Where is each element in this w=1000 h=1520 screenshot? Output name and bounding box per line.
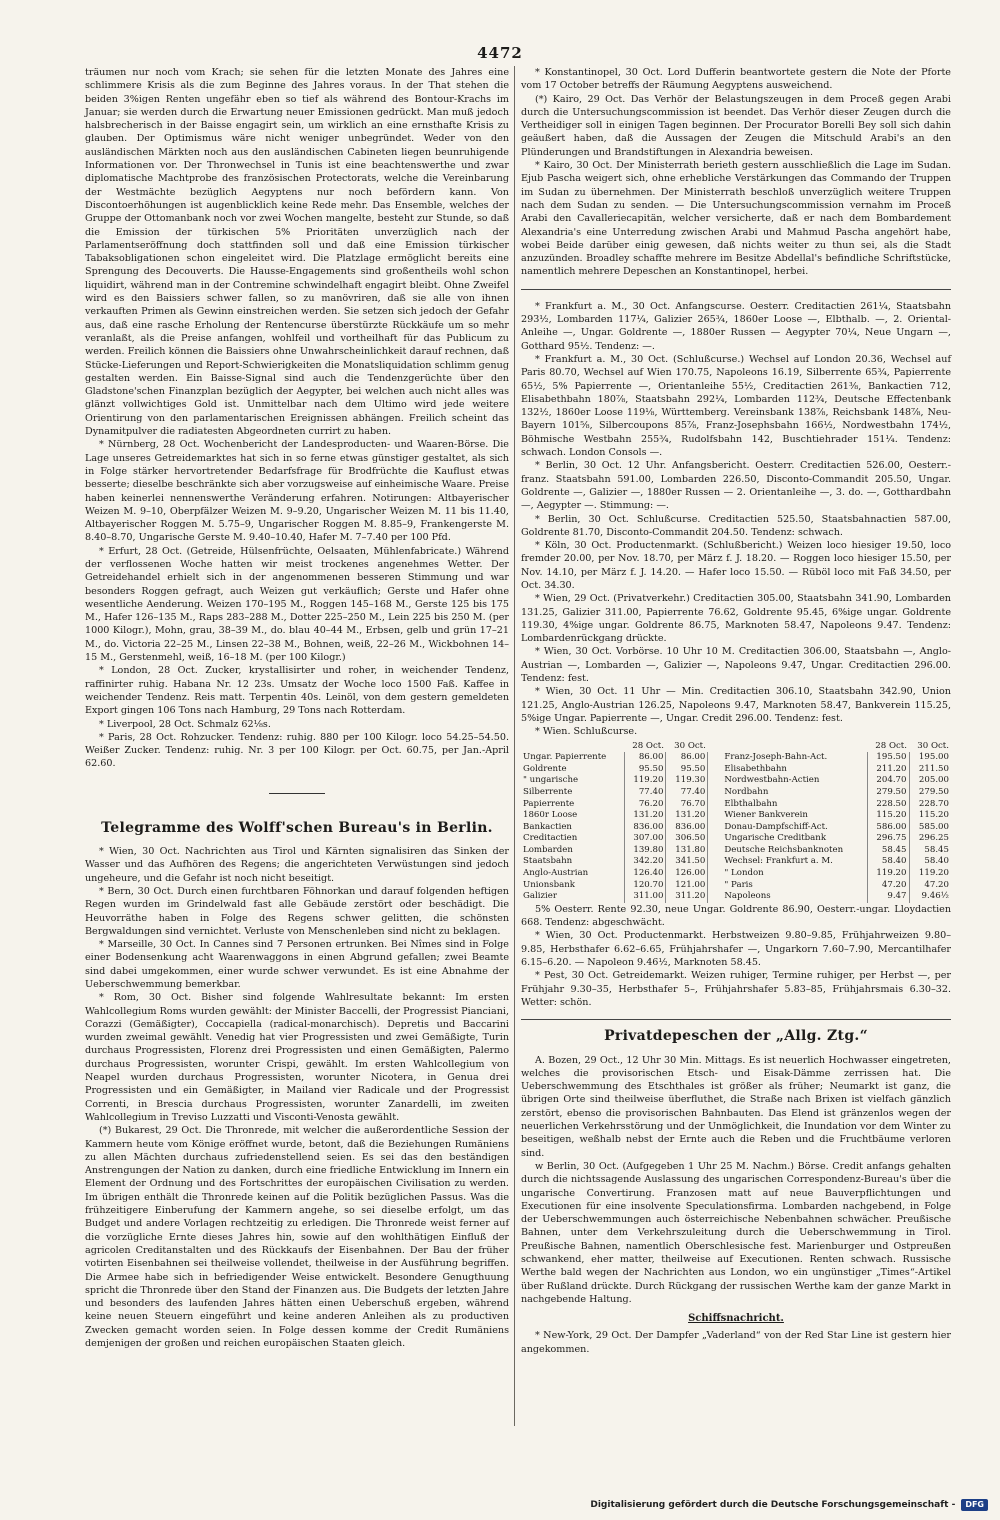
page-number: 4472 (477, 44, 523, 62)
quote-security-name: Silberrente (523, 786, 573, 797)
quote-row (521, 833, 951, 845)
quote-row (521, 752, 951, 764)
quote-security-name: Deutsche Reichsbanknoten (724, 844, 844, 855)
quote-security-name: Ungarische Creditbank (724, 833, 827, 844)
market-paragraph: * Berlin, 30 Oct. Schlußcurse. Creditactien 525.50, Staatsbahnactien 587.00, Goldrente 81.70, Disconto-Commandit 204.50. Tendenz: schwach. (521, 513, 951, 538)
quote-value: 58.45 (867, 845, 909, 857)
ship-section-title: Schiffsnachricht. (688, 1313, 784, 1325)
quote-value: 76.20 (624, 799, 666, 811)
quote-security-name: Lombarden (523, 844, 573, 855)
quote-value: 119.20 (624, 775, 666, 787)
quote-security-name: " London (724, 868, 764, 879)
quote-security-name: Elbthalbahn (724, 798, 778, 809)
telegram-paragraph: * Rom, 30 Oct. Bisher sind folgende Wahlresultate bekannt: Im ersten Wahlcollegium Roms wurden gewählt: der Minister Baccelli, der Progressist Pianciani, Corazzi (Gemäßigter), Coccapiella (radical-monarchisch). Depretis und Baccarini wurden zweimal gewählt. Venedig hat vier Progressisten und zwei Gemäßigte, Turin durchaus Progressisten, Florenz drei Progressisten und einen Gemäßigten, Palermo durchaus Progressisten, worunter Crispi, gewählt. Im ersten Wahlcollegium von Neapel wurden durchaus Progressisten, worunter Nicotera, in Genua drei Progressisten und ein Gemäßigter, in Mailand vier Radicale und der Progressist Correnti, in Brescia durchaus Progressisten, worunter Zanardelli, im zweiten Wahlcollegium in Treviso Luzzatti und Visconti-Venosta gewählt. (85, 992, 509, 1123)
quote-security-name: Creditactien (523, 833, 578, 844)
digitization-footer (590, 1499, 988, 1511)
quote-value: 47.20 (909, 880, 951, 892)
quote-gap (708, 822, 723, 834)
quote-security-name: Nordbahn (724, 786, 769, 797)
market-paragraph: * Wien, 30 Oct. 11 Uhr — Min. Creditactien 306.10, Staatsbahn 342.90, Union 121.25, Anglo-Austrian 126.25, Napoleons 9.47, Marknoten 58.47, Bankverein 115.25, 5%ige Ungar. Papierrente —, Ungar. Credit 296.00. Tendenz: fest. (521, 686, 951, 724)
quote-value: 58.40 (867, 856, 909, 868)
quote-security-name: Galizier (523, 891, 557, 902)
quote-gap (708, 891, 723, 903)
quote-value: 585.00 (909, 822, 951, 834)
telegram-paragraph: * Marseille, 30 Oct. In Cannes sind 7 Personen ertrunken. Bei Nîmes sind in Folge einer Bodensenkung acht Waarenwaggons in einen Abgrund gefallen; zwei Beamte sind dabei umgekommen, einer wurde schwer verwundet. Es ist eine Abnahme der Ueberschwemmung bemerkbar. (85, 939, 509, 990)
quote-value: 121.00 (666, 880, 708, 892)
market-paragraph: * Wien, 30 Oct. Productenmarkt. Herbstweizen 9.80–9.85, Frühjahrweizen 9.80–9.85, Herbsthafer 6.62–6.65, Frühjahrshafer —, Ungarkorn 7.60–7.90, Mercantilhafer 6.15–6.20. — Napoleon 9.46½, Marknoten 58.45. (521, 930, 951, 969)
quote-security-name: Goldrente (523, 763, 567, 774)
quote-value: 279.50 (909, 787, 951, 799)
quotes-table (521, 741, 951, 903)
quote-gap (708, 868, 723, 880)
quote-value: 139.80 (624, 845, 666, 857)
quote-value: 95.50 (666, 764, 708, 776)
quote-row (521, 810, 951, 822)
quote-row (521, 845, 951, 857)
market-paragraph: * Wien, 30 Oct. Vorbörse. 10 Uhr 10 M. Creditactien 306.00, Staatsbahn —, Anglo-Austrian —, Lombarden —, Galizier —, Napoleons 9.47, Ungar. Creditactien 296.00. Tendenz: fest. (521, 646, 951, 685)
quote-row (521, 799, 951, 811)
quote-row (521, 787, 951, 799)
quote-security-name: Staatsbahn (523, 856, 573, 867)
quote-gap (708, 764, 723, 776)
quote-value: 211.20 (867, 764, 909, 776)
quote-gap (708, 810, 723, 822)
ship-paragraph: * New-York, 29 Oct. Der Dampfer „Vaderland“ von der Red Star Line ist gestern hier angekommen. (521, 1330, 951, 1355)
quotes-header-row (521, 741, 951, 753)
quote-security-name: Anglo-Austrian (523, 868, 589, 879)
telegram-paragraph: (*) Bukarest, 29 Oct. Die Thronrede, mit welcher die außerordentliche Session der Kammern heute vom Könige eröffnet wurde, betont, daß die Beziehungen Rumäniens zu allen Mächten durchaus zufriedenstellend seien. Es sei das den beständigen Anstrengungen der Nation zu danken, durch eine friedliche Entwicklung im Innern ein Element der Ordnung und des Fortschrittes der europäischen Civilisation zu werden. Im übrigen enthält die Thronrede keinen auf die Politik bezüglichen Passus. Was die frühzeitigere Einberufung der Kammern angehe, so sei dieselbe erfolgt, um das Budget und andere Vorlagen rechtzeitig zu erledigen. Die Thronrede weist ferner auf die vorzügliche Ernte dieses Jahres hin, sowie auf den wohlthätigen Einfluß der agricolen Creditanstalten und des Rückkaufs der Eisenbahnen. Der Bau der früher votirten Eisenbahnen sei theilweise vollendet, theilweise in der Ausführung begriffen. Die Armee habe sich in befriedigender Weise entwickelt. Besondere Genugthuung spricht die Thronrede über den Stand der Finanzen aus. Die Budgets der letzten Jahre und besonders des laufenden Jahres hätten einen Ueberschuß ergeben, während keine neuen Steuern eingeführt und keine anderen Anleihen als zu productiven Zwecken gemacht worden seien. In Folge dessen komme der Credit Rumäniens demjenigen der großen und reichen europäischen Staaten gleich. (85, 1125, 509, 1350)
article-paragraph: * Paris, 28 Oct. Rohzucker. Tendenz: ruhig. 880 per 100 Kilogr. loco 54.25–54.50. Weißer Zucker. Tendenz: ruhig. Nr. 3 per 100 Kilogr. per Oct. 60.75, per Jan.-April 62.60. (85, 731, 509, 770)
quote-gap (708, 833, 723, 845)
quote-value: 9.47 (867, 891, 909, 903)
quote-row (521, 868, 951, 880)
quote-security-name: Ungar. Papierrente (523, 752, 607, 763)
quote-value: 131.20 (666, 810, 708, 822)
private-section-title: Privatdepeschen der „Allg. Ztg.“ (604, 1028, 868, 1045)
quote-value: 296.25 (909, 833, 951, 845)
quote-value: 115.20 (909, 810, 951, 822)
market-paragraph: 5% Oesterr. Rente 92.30, neue Ungar. Goldrente 86.90, Oesterr.-ungar. Lloydactien 668. Tendenz: abgeschwächt. (521, 903, 951, 929)
quote-value: 228.50 (867, 799, 909, 811)
quote-row (521, 856, 951, 868)
quote-value: 58.45 (909, 845, 951, 857)
article-paragraph: * Erfurt, 28 Oct. (Getreide, Hülsenfrüchte, Oelsaaten, Mühlenfabricate.) Während der verflossenen Woche hatten wir meist trockenes angenehmes Wetter. Der Getreidehandel erhielt sich in der angenommenen besseren Stimmung und war besonders Roggen gefragt, auch Weizen gut verkäuflich; Gerste und Hafer ohne wesentliche Aenderung. Weizen 170–195 M., Roggen 145–168 M., Gerste 125 bis 175 M., Hafer 126–135 M., Raps 283–288 M., Dotter 225–250 M., Lein 225 bis 250 M. (per 1000 Kilogr.), Mohn, grau, 38–39 M., do. blau 40–44 M., Erbsen, gelb und grün 17–21 M., do. Victoria 22–25 M., Linsen 22–38 M., Bohnen, weiß, 22–26 M., Wickbohnen 14–15 M., Gerstenmehl, weiß, 16–18 M. (per 100 Kilogr.) (85, 545, 509, 664)
private-paragraph: A. Bozen, 29 Oct., 12 Uhr 30 Min. Mittags. Es ist neuerlich Hochwasser eingetreten, welches die provisorischen Etsch- und Eisak-Dämme zerrissen hat. Die Ueberschwemmung des Etschthales ist größer als früher; Neumarkt ist ganz, die übrigen Orte sind theilweise überfluthet, die Straße nach Brixen ist vielfach gänzlich zerstört, ebenso die provisorischen Bahnbauten. Das Elend ist gränzenlos wegen der neuerlichen Verkehrsstörung und der Unmöglichkeit, die Inundation vor dem Winter zu beseitigen, weßhalb nebst der Ernte auch die Reben und die Fruchtbäume verloren sind. (521, 1054, 951, 1159)
quote-security-name: Nordwestbahn-Actien (724, 775, 820, 786)
quote-value: 296.75 (867, 833, 909, 845)
footer-text: Digitalisierung gefördert durch die Deutsche Forschungsgemeinschaft - (590, 1500, 956, 1510)
quote-value: 205.00 (909, 775, 951, 787)
quote-value: 311.00 (624, 891, 666, 903)
telegram-paragraph: * Wien, 30 Oct. Nachrichten aus Tirol und Kärnten signalisiren das Sinken der Wasser und das Aufhören des Regens; die angerichteten Verwüstungen sind jedoch ungeheure, und die Gefahr ist noch nicht beseitigt. (85, 846, 509, 884)
quote-value: 306.50 (666, 833, 708, 845)
quote-security-name: 1860r Loose (523, 810, 578, 821)
quote-value: 131.80 (666, 845, 708, 857)
quote-value: 228.70 (909, 799, 951, 811)
market-paragraph: * Berlin, 30 Oct. 12 Uhr. Anfangsbericht. Oesterr. Creditactien 526.00, Oesterr.-franz. Staatsbahn 591.00, Lombarden 226.50, Disconto-Commandit 205.50, Ungar. Goldrente —, Galizier —, 1880er Russen — 2. Orientanleihe —, 3. do. —, Gotthardbahn —, Aegypter —. Stimmung: —. (521, 460, 951, 512)
right-column (521, 66, 951, 1356)
section-divider (269, 793, 325, 794)
market-paragraph: * Köln, 30 Oct. Productenmarkt. (Schlußbericht.) Weizen loco hiesiger 19.50, loco fremder 20.00, per Nov. 18.70, per März f. J. 18.20. — Roggen loco hiesiger 15.50, per Nov. 14.10, per März f. J. 14.20. — Hafer loco 15.50. — Rüböl loco mit Faß 34.50, per Oct. 34.30. (521, 540, 951, 591)
quote-security-name: Franz-Joseph-Bahn-Act. (724, 752, 828, 763)
quote-value: 77.40 (666, 787, 708, 799)
telegram-paragraph: * Bern, 30 Oct. Durch einen furchtbaren Föhnorkan und darauf folgenden heftigen Regen wurden im Grindelwald fast alle Gebäude zerstört oder beschädigt. Die Heuvorräthe haben in Folge des Regens schwer gelitten, die schönsten Bergwaldungen sind vernichtet. Verluste von Menschenleben sind nicht zu beklagen. (85, 885, 509, 937)
quote-row (521, 891, 951, 903)
quote-value: 342.20 (624, 856, 666, 868)
quote-gap (708, 775, 723, 787)
quote-value: 115.20 (867, 810, 909, 822)
quote-value: 58.40 (909, 856, 951, 868)
column-divider (514, 66, 515, 1426)
quote-value: 195.00 (909, 752, 951, 764)
quote-value: 131.20 (624, 810, 666, 822)
quote-security-name: " ungarische (523, 775, 579, 786)
quote-gap (708, 787, 723, 799)
quote-row (521, 880, 951, 892)
quote-value: 119.30 (666, 775, 708, 787)
market-paragraph: * Frankfurt a. M., 30 Oct. (Schlußcurse.) Wechsel auf London 20.36, Wechsel auf Paris 80.70, Wechsel auf Wien 170.75, Napoleons 16.19, Silberrente 65¾, Papierrente 65½, 5% Papierrente —, Orientanleihe 55½, Creditactien 261⅜, Bankactien 712, Elisabethbahn 180⅞, Staatsbahn 292¼, Lombarden 112¾, Deutsche Effectenbank 132½, 1860er Loose 119⅛, Württemberg. Vereinsbank 138⅞, Reichsbank 148⅞, Neu-Bayern 101⅝, Silbercoupons 85⅞, Franz-Josephsbahn 166½, Nordwestbahn 174½, Böhmische Westbahn 255¾, Rudolfsbahn 142, Buschtiehrader 151¼. Tendenz: schwach. London Consols —. (521, 353, 951, 459)
quote-value: 119.20 (909, 868, 951, 880)
quote-value: 76.70 (666, 799, 708, 811)
dfg-logo: DFG (961, 1499, 988, 1511)
article-paragraph: * Nürnberg, 28 Oct. Wochenbericht der Landesproducten- und Waaren-Börse. Die Lage unseres Getreidemarktes hat sich in so ferne etwas günstiger gestaltet, als sich in Folge stärker hervortretender Bedarfsfrage für Brodfrüchte die Kauflust etwas besserte; dieselbe beschränkte sich aber vorzugsweise auf einheimische Waare. Preise haben keinerlei nennenswerthe Veränderung erfahren. Notirungen: Altbayerischer Weizen M. 9–10, Oberpfälzer Weizen M. 9–9.20, Ungarischer Weizen M. 11 bis 11.40, Altbayerischer Roggen M. 5.75–9, Ungarischer Roggen M. 8.85–9, Frankengerste M. 8.40–8.70, Ungarische Gerste M. 9.40–10.40, Hafer M. 7–7.40 per 100 Pfd. (85, 439, 509, 544)
quote-value: 204.70 (867, 775, 909, 787)
quote-value: 86.00 (666, 752, 708, 764)
quote-value: 9.46½ (909, 891, 951, 903)
market-paragraph: * Pest, 30 Oct. Getreidemarkt. Weizen ruhiger, Termine ruhiger, per Herbst —, per Frühjahr 9.30–35, Herbsthafer 5–, Frühjahrshafer 5.83–85, Frühjahrsmais 6.30–32. Wetter: schön. (521, 970, 951, 1008)
quote-date-header: 30 Oct. (917, 740, 949, 751)
private-paragraph: w Berlin, 30 Oct. (Aufgegeben 1 Uhr 25 M. Nachm.) Börse. Credit anfangs gehalten durch die nichtssagende Auslassung des ungarischen Correspondenz-Bureau's über die ungarische Convertirung. Franzosen matt auf neue Bauverpflichtungen und Executionen für eine insolvente Speculationsfirma. Lombarden nachgebend, in Folge der Ueberschwemmungen auch österreichische Nebenbahnen schwächer. Preußische Bahnen, unter dem Verkehrszuleitung durch die Ueberschwemmung in Tirol. Preußische Bahnen, namentlich Oberschlesische fest. Marienburger und Ostpreußen schwankend, eher matter, theilweise auf Executionen. Renten schwach. Russische Werthe bald wegen der Nachrichten aus London, wo ein ungünstiger „Times“-Artikel über Rußland drückte. Durch Rückgang der russischen Werthe kam der ganze Markt in nachgebende Haltung. (521, 1160, 951, 1305)
quote-row (521, 775, 951, 787)
quote-value: 836.00 (624, 822, 666, 834)
quote-row (521, 822, 951, 834)
quote-security-name: Unionsbank (523, 879, 576, 890)
quote-security-name: Wiener Bankverein (724, 810, 808, 821)
quote-heading: * Wien. Schlußcurse. (535, 726, 638, 738)
quote-gap (708, 752, 723, 764)
quote-value: 279.50 (867, 787, 909, 799)
quote-value: 126.00 (666, 868, 708, 880)
quote-gap (708, 799, 723, 811)
quote-value: 586.00 (867, 822, 909, 834)
telegram-section-title: Telegramme des Wolff'schen Bureau's in Berlin. (101, 819, 493, 836)
quote-gap (708, 880, 723, 892)
quote-value: 211.50 (909, 764, 951, 776)
quote-security-name: Napoleons (724, 891, 771, 902)
quote-value: 95.50 (624, 764, 666, 776)
market-paragraph: * Frankfurt a. M., 30 Oct. Anfangscurse. Oesterr. Creditactien 261¼, Staatsbahn 293½, Lombarden 117¼, Galizier 265¾, 1860er Loose —, Elbthalb. —, 2. Oriental-Anleihe —, Ungar. Goldrente —, 1880er Russen — Aegypter 70¼, Neue Ungarn —, Gotthard 95½. Tendenz: —. (521, 300, 951, 352)
quote-value: 119.20 (867, 868, 909, 880)
article-paragraph: * London, 28 Oct. Zucker, krystallisirter und roher, in weichender Tendenz, raffinirter ruhig. Habana Nr. 12 23s. Umsatz der Woche loco 1500 Faß. Kaffee in weichender Tendenz. Reis matt. Terpentin 40s. Leinöl, von dem gestern gemeldeten Export gingen 106 Tons nach Hamburg, 29 Tons nach Rotterdam. (85, 665, 509, 717)
quote-value: 195.50 (867, 752, 909, 764)
section-divider (521, 1019, 951, 1020)
quote-value: 126.40 (624, 868, 666, 880)
quote-date-header: 30 Oct. (674, 740, 706, 751)
quote-row (521, 764, 951, 776)
quote-value: 836.00 (666, 822, 708, 834)
quote-value: 77.40 (624, 787, 666, 799)
article-paragraph: * Liverpool, 28 Oct. Schmalz 62⅛s. (99, 718, 271, 730)
news-paragraph: (*) Kairo, 29 Oct. Das Verhör der Belastungszeugen in dem Proceß gegen Arabi durch die Untersuchungscommission ist beendet. Das Verhör dieser Zeugen durch die Vertheidiger soll in einigen Tagen beginnen. Der Procurator Borelli Bey soll sich dahin geäußert haben, daß die Aussagen der Zeugen die Mitschuld Arabi's an den Plünderungen und Brandstiftungen in Alexandria beweisen. (521, 93, 951, 158)
quote-security-name: Wechsel: Frankfurt a. M. (724, 856, 833, 867)
quote-security-name: " Paris (724, 879, 753, 890)
quote-value: 311.20 (666, 891, 708, 903)
left-column (85, 66, 509, 1350)
quote-gap (708, 856, 723, 868)
quote-value: 307.00 (624, 833, 666, 845)
quote-security-name: Donau-Dampfschiff-Act. (724, 821, 828, 832)
news-paragraph: * Kairo, 30 Oct. Der Ministerrath berieth gestern ausschließlich die Lage im Sudan. Ejub Pascha weigert sich, ohne erhebliche Verstärkungen das Commando der Truppen im Sudan zu übernehmen. Der Ministerrath beschloß unverzüglich weitere Truppen nach dem Sudan zu senden. — Die Untersuchungscommission vernahm im Proceß Arabi den Cavalleriecapitän, welcher versicherte, daß er nach dem Bombardement Alexandria's eine Unterredung zwischen Arabi und Mahmud Pascha angehört habe, wobei Beide darüber einig gewesen, daß nichts weiter zu thun sei, als die Stadt anzuzünden. Broadley schaffte mehrere im Besitze Abdellal's befindliche Schriftstücke, namentlich mehrere Depeschen an Konstantinopel, herbei. (521, 160, 951, 278)
news-paragraph: * Konstantinopel, 30 Oct. Lord Dufferin beantwortete gestern die Note der Pforte vom 17 October betreffs der Räumung Aegyptens ausweichend. (521, 67, 951, 92)
quote-security-name: Papierrente (523, 798, 575, 809)
quote-security-name: Bankactien (523, 821, 572, 832)
quote-value: 341.50 (666, 856, 708, 868)
market-paragraph: * Wien, 29 Oct. (Privatverkehr.) Creditactien 305.00, Staatsbahn 341.90, Lombarden 131.25, Galizier 311.00, Papierrente 76.62, Goldrente 95.45, 6%ige ungar. Goldrente 119.30, 4%ige ungar. Goldrente 86.75, Marknoten 58.47, Napoleons 9.47. Tendenz: Lombardenrückgang drückte. (521, 593, 951, 645)
quote-gap (708, 845, 723, 857)
quote-security-name: Elisabethbahn (724, 763, 787, 774)
quote-value: 120.70 (624, 880, 666, 892)
section-divider (521, 289, 951, 290)
quote-value: 86.00 (624, 752, 666, 764)
article-paragraph: träumen nur noch vom Krach; sie sehen für die letzten Monate des Jahres eine schlimmere Krisis als die zum Beginne des Jahres voraus. In der That stehen die beiden 3%igen Renten ungefähr eben so tief als während des Bontour-Krachs im Januar; sie werden durch die Erwartung neuer Emissionen gedrückt. Man muß jedoch halsbrecherisch in der Baisse engagirt sein, um wirklich an eine ernsthafte Krisis zu glauben. Der Optimismus wäre nicht weniger unbegründet. Weder von den ausländischen Märkten noch aus den ausländischen Cabineten liegen beunruhigende Informationen vor. Der Thronwechsel in Tunis ist eine beachtenswerthe und zwar diplomatische Machtprobe des französischen Protectorats, welche die Vereinbarung der Westmächte bezüglich Aegyptens nur noch befördern kann. Von Discontoerhöhungen ist augenblicklich keine Rede mehr. Das Ensemble, welches der Gruppe der Ottomanbank noch vor zwei Wochen mangelte, besteht zur Stunde, so daß die Emission der türkischen 5% Prioritäten unverzüglich nach der Parlamentseröffnung doch stattfinden soll und daß eine Emission türkischer Tabaksobligationen schon eingeleitet wird. Die Platzlage ermöglicht bereits eine Sprengung des Decouverts. Die Hausse-Engagements sind großentheils wohl schon liquidirt, während man in der Contremine schwindelhaft engagirt bleibt. Ohne Zweifel wird es den Baissiers schwer fallen, so zu manövriren, daß sie alle von ihnen verkauften Primen als Gewinn einstreichen werden. Sie setzen sich jedoch der Gefahr aus, daß eine rasche Erholung der Rentencurse überstürzte Rückkäufe um so mehr veranlaßt, als die Preise anfangen, wohlfeil und vortheilhaft für das Publicum zu werden. Freilich können die Baissiers ohne Unwahrscheinlichkeit darauf rechnen, daß Stücke-Lieferungen und Report-Schwierigkeiten die Monatsliquidation schlimm genug gestalten werden. Ein Baisse-Signal sind auch die Tendenzgerüchte über den Gladstone'schen Finanzplan bezüglich der Aegypter, bei welchen auch nicht alles was glänzt vollwichtiges Gold ist. Unmittelbar nach dem Ultimo wird jede weitere Orientirung von den parlamentarischen Ereignissen abhängen. Freilich scheint das Dynamitpulver die radiatesten Abgeordneten currirt zu haben. (85, 67, 509, 438)
quote-date-header: 28 Oct. (875, 740, 907, 751)
quote-date-header: 28 Oct. (632, 740, 664, 751)
quote-value: 47.20 (867, 880, 909, 892)
